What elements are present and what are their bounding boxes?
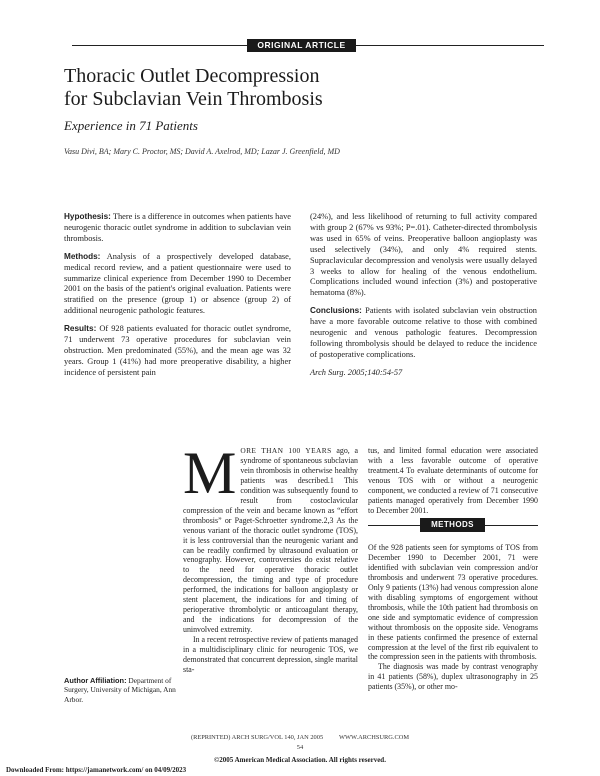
author-affiliation: [64, 676, 176, 704]
methods-label: Methods:: [64, 251, 101, 261]
download-stamp: Downloaded From: https://jamanetwork.com/ on 04/09/2023: [6, 766, 187, 774]
page-number: 54: [296, 744, 304, 751]
hypothesis-text: There is a difference in outcomes when patients have neurogenic thoracic outlet syndrome in addition to subclavian vein thrombosis.: [64, 212, 291, 243]
author-list: Vasu Divi, BA; Mary C. Proctor, MS; David A. Axelrod, MD; Lazar J. Greenfield, MD: [64, 147, 340, 156]
copyright-notice: ©2005 American Medical Association. All rights reserved.: [214, 756, 386, 764]
journal-footer: [0, 734, 600, 741]
conclusions-text: Patients with isolated subclavian vein obstruction have a more favorable outcome relative to those with combined neurogenic and venous pathologic features. Decompression following thrombolysis should be delayed to reduce the incidence of postoperative complications.: [310, 306, 537, 359]
body-column-right-top: tus, and limited formal education were associated with a less favorable outcome of operative treatment.4 To evaluate determinants of outcome for venous TOS with or without a neurogenic component, we conducted a review of 71 consecutive patients managed operatively from December 1990 to December 2001.: [368, 446, 538, 515]
methods-body: [368, 543, 538, 692]
article-type-badge: ORIGINAL ARTICLE: [247, 39, 356, 52]
abstract-results-cont: (24%), and less likelihood of returning to full activity compared with group 2 (67% vs 93%; P=.01). Catheter-directed thrombolysis was used in 65% of veins. Preoperative balloon angioplasty was used selectively (34%), and only 4% required stents. Supraclavicular decompression and venolysis were usually delayed 3 weeks to allow for healing of the venous endothelium. Complications included wound infection (3%) and postoperative hematoma (8%).: [310, 212, 537, 298]
intro-paragraph-2: In a recent retrospective review of patients managed in a multidisciplinary clinic for neurogenic TOS, we demonstrated that concurrent depression, single marital sta-: [183, 635, 358, 674]
methods-text: Analysis of a prospectively developed database, medical record review, and a patient questionnaire were used to summarize clinical experience from December 1990 to December 2001 on the basis of the patient's original evaluation. Patients were stratified on the presence (group 1) or absence (group 2) of additional neurogenic pathologic features.: [64, 251, 291, 316]
journal-footer-text: (REPRINTED) ARCH SURG/VOL 140, JAN 2005 WWW.ARCHSURG.COM: [190, 734, 410, 741]
drop-cap: M: [183, 440, 237, 506]
abstract-conclusions: [310, 306, 537, 361]
abstract-methods: [64, 252, 291, 317]
abstract-right-column: [310, 212, 537, 386]
hypothesis-label: Hypothesis:: [64, 212, 111, 221]
methods-paragraph-2: The diagnosis was made by contrast venography in 41 patients (58%), duplex ultrasonography in 25 patients (35%), or other mo-: [368, 662, 538, 692]
body-column-middle: [183, 440, 358, 675]
article-subtitle: Experience in 71 Patients: [64, 118, 198, 133]
methods-heading-label: METHODS: [420, 518, 485, 532]
abstract-results: [64, 324, 291, 379]
affiliation-text: Department of Surgery, University of Michigan, Ann Arbor.: [64, 676, 176, 704]
conclusions-label: Conclusions:: [310, 306, 362, 316]
results-text-a: Of 928 patients evaluated for thoracic outlet syndrome, 71 underwent 73 operative procedures for subclavian vein obstruction. Men predominated (55%), and the mean age was 32 years. Group 1 (41%) had more preoperative disability, a higher incidence of persistent pain: [64, 324, 291, 377]
abstract-hypothesis: [64, 212, 291, 245]
article-title-line1: Thoracic Outlet Decompression: [64, 65, 320, 87]
intro-text: ago, a syndrome of spontaneous subclavian vein thrombosis in otherwise healthy patients was described.1 This condition was subsequently found to result from costoclavicular compression of the vein and became known as “effort thrombosis” or Paget-Schroetter syndrome.2,3 As the venous variant of the thoracic outlet syndrome (TOS), it is less controversial than the neurogenic variant and can be readily confirmed by ultrasound evaluation or venography. However, controversies do exist relative to the need for operative thoracic outlet decompression, the timing and type of procedure performed, the indications for balloon angioplasty or stent placement, the indications for and timing of perioperative thrombolytic or anticoagulant therapy, and the indications for decompression of the uninvolved extremity.: [183, 446, 358, 635]
methods-paragraph-1: Of the 928 patients seen for symptoms of TOS from December 1990 to December 2001, 71 were identified with subclavian vein compression and/or thrombosis and underwent 73 operative procedures. Only 9 patients (13%) had venous compression alone with disabling symptoms of engorgement without thrombosis, while the 10th patient had thrombosis on one side and symptomatic evidence of compression without thrombosis on the opposite side. Venograms in these patients confirmed the presence of external compression at the level of the first rib equivalent to the compression seen in the patients with thrombosis.: [368, 543, 538, 662]
abstract-left-column: [64, 212, 291, 386]
article-title-line2: for Subclavian Vein Thrombosis: [64, 88, 323, 110]
results-label: Results:: [64, 324, 97, 334]
citation: Arch Surg. 2005;140:54-57: [310, 367, 403, 377]
methods-heading: [368, 518, 538, 532]
intro-smallcaps: ORE THAN 100 YEARS: [240, 446, 332, 455]
affiliation-label: Author Affiliation:: [64, 676, 127, 685]
